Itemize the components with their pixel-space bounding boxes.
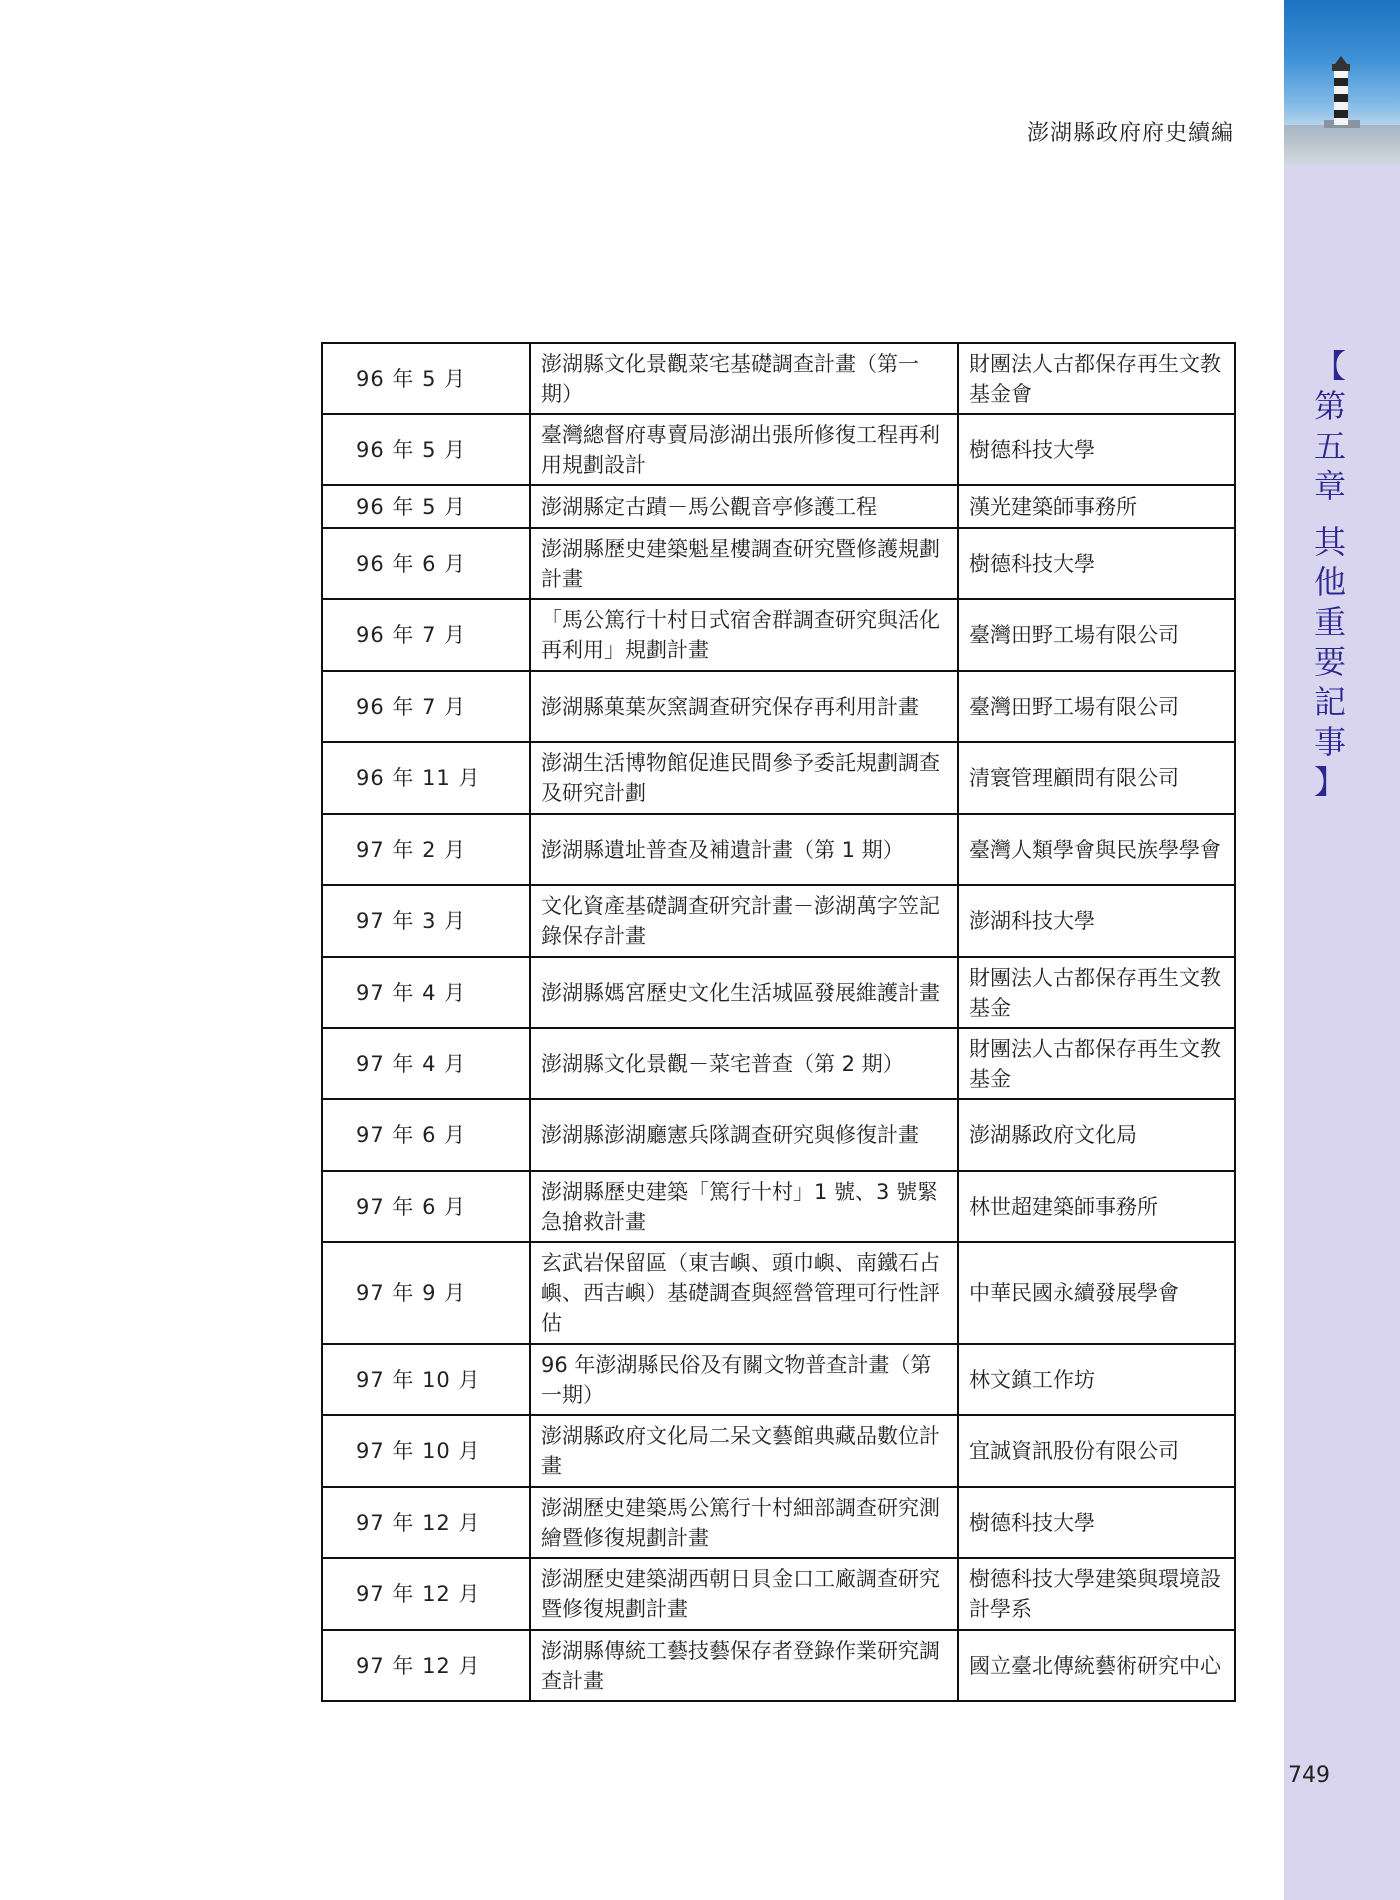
project-cell: 澎湖縣遺址普查及補遺計畫（第 1 期） [530, 814, 958, 885]
organization-cell: 林世超建築師事務所 [958, 1171, 1235, 1242]
organization-cell: 財團法人古都保存再生文教基金 [958, 957, 1235, 1028]
table-row [322, 1028, 1235, 1099]
date-cell: 96 年 5 月 [322, 485, 530, 528]
project-cell: 臺灣總督府專賣局澎湖出張所修復工程再利用規劃設計 [530, 414, 958, 485]
date-cell: 97 年 6 月 [322, 1171, 530, 1242]
table-row [322, 1344, 1235, 1415]
table-row [322, 343, 1235, 414]
project-cell: 澎湖縣文化景觀菜宅基礎調查計畫（第一期） [530, 343, 958, 414]
project-cell: 澎湖縣政府文化局二呆文藝館典藏品數位計畫 [530, 1415, 958, 1487]
date-cell: 96 年 7 月 [322, 599, 530, 671]
table-row [322, 1099, 1235, 1171]
organization-cell: 宜誠資訊股份有限公司 [958, 1415, 1235, 1487]
table-row [322, 1487, 1235, 1558]
chapter-char: 要 [1313, 643, 1346, 681]
chapter-char: 【 [1313, 347, 1346, 385]
organization-cell: 清寰管理顧問有限公司 [958, 742, 1235, 814]
chapter-char: 其 [1313, 523, 1346, 561]
project-cell: 澎湖縣定古蹟－馬公觀音亭修護工程 [530, 485, 958, 528]
date-cell: 96 年 7 月 [322, 671, 530, 742]
chapter-char: 】 [1313, 763, 1346, 801]
date-cell: 96 年 5 月 [322, 414, 530, 485]
project-cell: 澎湖縣歷史建築「篤行十村」1 號、3 號緊急搶救計畫 [530, 1171, 958, 1242]
date-cell: 97 年 4 月 [322, 957, 530, 1028]
date-cell: 97 年 12 月 [322, 1487, 530, 1558]
chapter-char: 他 [1313, 563, 1346, 601]
table-row [322, 1242, 1235, 1344]
chapter-char: 章 [1313, 467, 1346, 505]
table-row [322, 528, 1235, 599]
table-row [322, 671, 1235, 742]
organization-cell: 澎湖科技大學 [958, 885, 1235, 957]
organization-cell: 樹德科技大學建築與環境設計學系 [958, 1558, 1235, 1630]
date-cell: 97 年 6 月 [322, 1099, 530, 1171]
organization-cell: 臺灣田野工場有限公司 [958, 599, 1235, 671]
book-title: 澎湖縣政府府史續編 [1026, 121, 1234, 146]
organization-cell: 漢光建築師事務所 [958, 485, 1235, 528]
page-number: 749 [1288, 1763, 1330, 1788]
organization-cell: 國立臺北傳統藝術研究中心 [958, 1630, 1235, 1701]
organization-cell: 林文鎮工作坊 [958, 1344, 1235, 1415]
table-row [322, 485, 1235, 528]
date-cell: 96 年 6 月 [322, 528, 530, 599]
organization-cell: 財團法人古都保存再生文教基金 [958, 1028, 1235, 1099]
date-cell: 97 年 10 月 [322, 1415, 530, 1487]
date-cell: 97 年 12 月 [322, 1630, 530, 1701]
project-cell: 澎湖歷史建築馬公篤行十村細部調查研究測繪暨修復規劃計畫 [530, 1487, 958, 1558]
lighthouse-photo [1284, 0, 1400, 165]
project-cell: 澎湖縣媽宮歷史文化生活城區發展維護計畫 [530, 957, 958, 1028]
date-cell: 96 年 11 月 [322, 742, 530, 814]
project-cell: 澎湖縣歷史建築魁星樓調查研究暨修護規劃計畫 [530, 528, 958, 599]
records-table [321, 342, 1236, 1702]
project-cell: 「馬公篤行十村日式宿舍群調查研究與活化再利用」規劃計畫 [530, 599, 958, 671]
project-cell: 澎湖縣傳統工藝技藝保存者登錄作業研究調查計畫 [530, 1630, 958, 1701]
organization-cell: 樹德科技大學 [958, 1487, 1235, 1558]
project-cell: 澎湖歷史建築湖西朝日貝金口工廠調查研究暨修復規劃計畫 [530, 1558, 958, 1630]
organization-cell: 樹德科技大學 [958, 528, 1235, 599]
date-cell: 96 年 5 月 [322, 343, 530, 414]
table-row [322, 957, 1235, 1028]
chapter-char: 重 [1313, 603, 1346, 641]
organization-cell: 財團法人古都保存再生文教基金會 [958, 343, 1235, 414]
organization-cell: 中華民國永續發展學會 [958, 1242, 1235, 1344]
date-cell: 97 年 10 月 [322, 1344, 530, 1415]
chapter-char: 五 [1313, 427, 1346, 465]
chapter-char [1310, 506, 1350, 522]
project-cell: 澎湖生活博物館促進民間參予委託規劃調查及研究計劃 [530, 742, 958, 814]
table-row [322, 742, 1235, 814]
project-cell: 96 年澎湖縣民俗及有關文物普查計畫（第一期） [530, 1344, 958, 1415]
project-cell: 澎湖縣文化景觀－菜宅普查（第 2 期） [530, 1028, 958, 1099]
side-band [1284, 0, 1400, 1900]
chapter-label [1310, 346, 1350, 802]
table-row [322, 814, 1235, 885]
table-row [322, 599, 1235, 671]
organization-cell: 樹德科技大學 [958, 414, 1235, 485]
project-cell: 澎湖縣澎湖廳憲兵隊調查研究與修復計畫 [530, 1099, 958, 1171]
project-cell: 澎湖縣菓葉灰窯調查研究保存再利用計畫 [530, 671, 958, 742]
chapter-char: 事 [1313, 723, 1346, 761]
chapter-char: 記 [1313, 683, 1346, 721]
organization-cell: 臺灣田野工場有限公司 [958, 671, 1235, 742]
table-row [322, 1630, 1235, 1701]
project-cell: 玄武岩保留區（東吉嶼、頭巾嶼、南鐵石占嶼、西吉嶼）基礎調查與經營管理可行性評估 [530, 1242, 958, 1344]
organization-cell: 澎湖縣政府文化局 [958, 1099, 1235, 1171]
organization-cell: 臺灣人類學會與民族學學會 [958, 814, 1235, 885]
chapter-char: 第 [1313, 387, 1346, 425]
date-cell: 97 年 9 月 [322, 1242, 530, 1344]
date-cell: 97 年 12 月 [322, 1558, 530, 1630]
table-row [322, 1558, 1235, 1630]
table-row [322, 414, 1235, 485]
date-cell: 97 年 4 月 [322, 1028, 530, 1099]
date-cell: 97 年 2 月 [322, 814, 530, 885]
date-cell: 97 年 3 月 [322, 885, 530, 957]
records-body [322, 343, 1235, 1701]
table-row [322, 885, 1235, 957]
project-cell: 文化資產基礎調查研究計畫－澎湖萬字笠記錄保存計畫 [530, 885, 958, 957]
table-row [322, 1171, 1235, 1242]
table-row [322, 1415, 1235, 1487]
